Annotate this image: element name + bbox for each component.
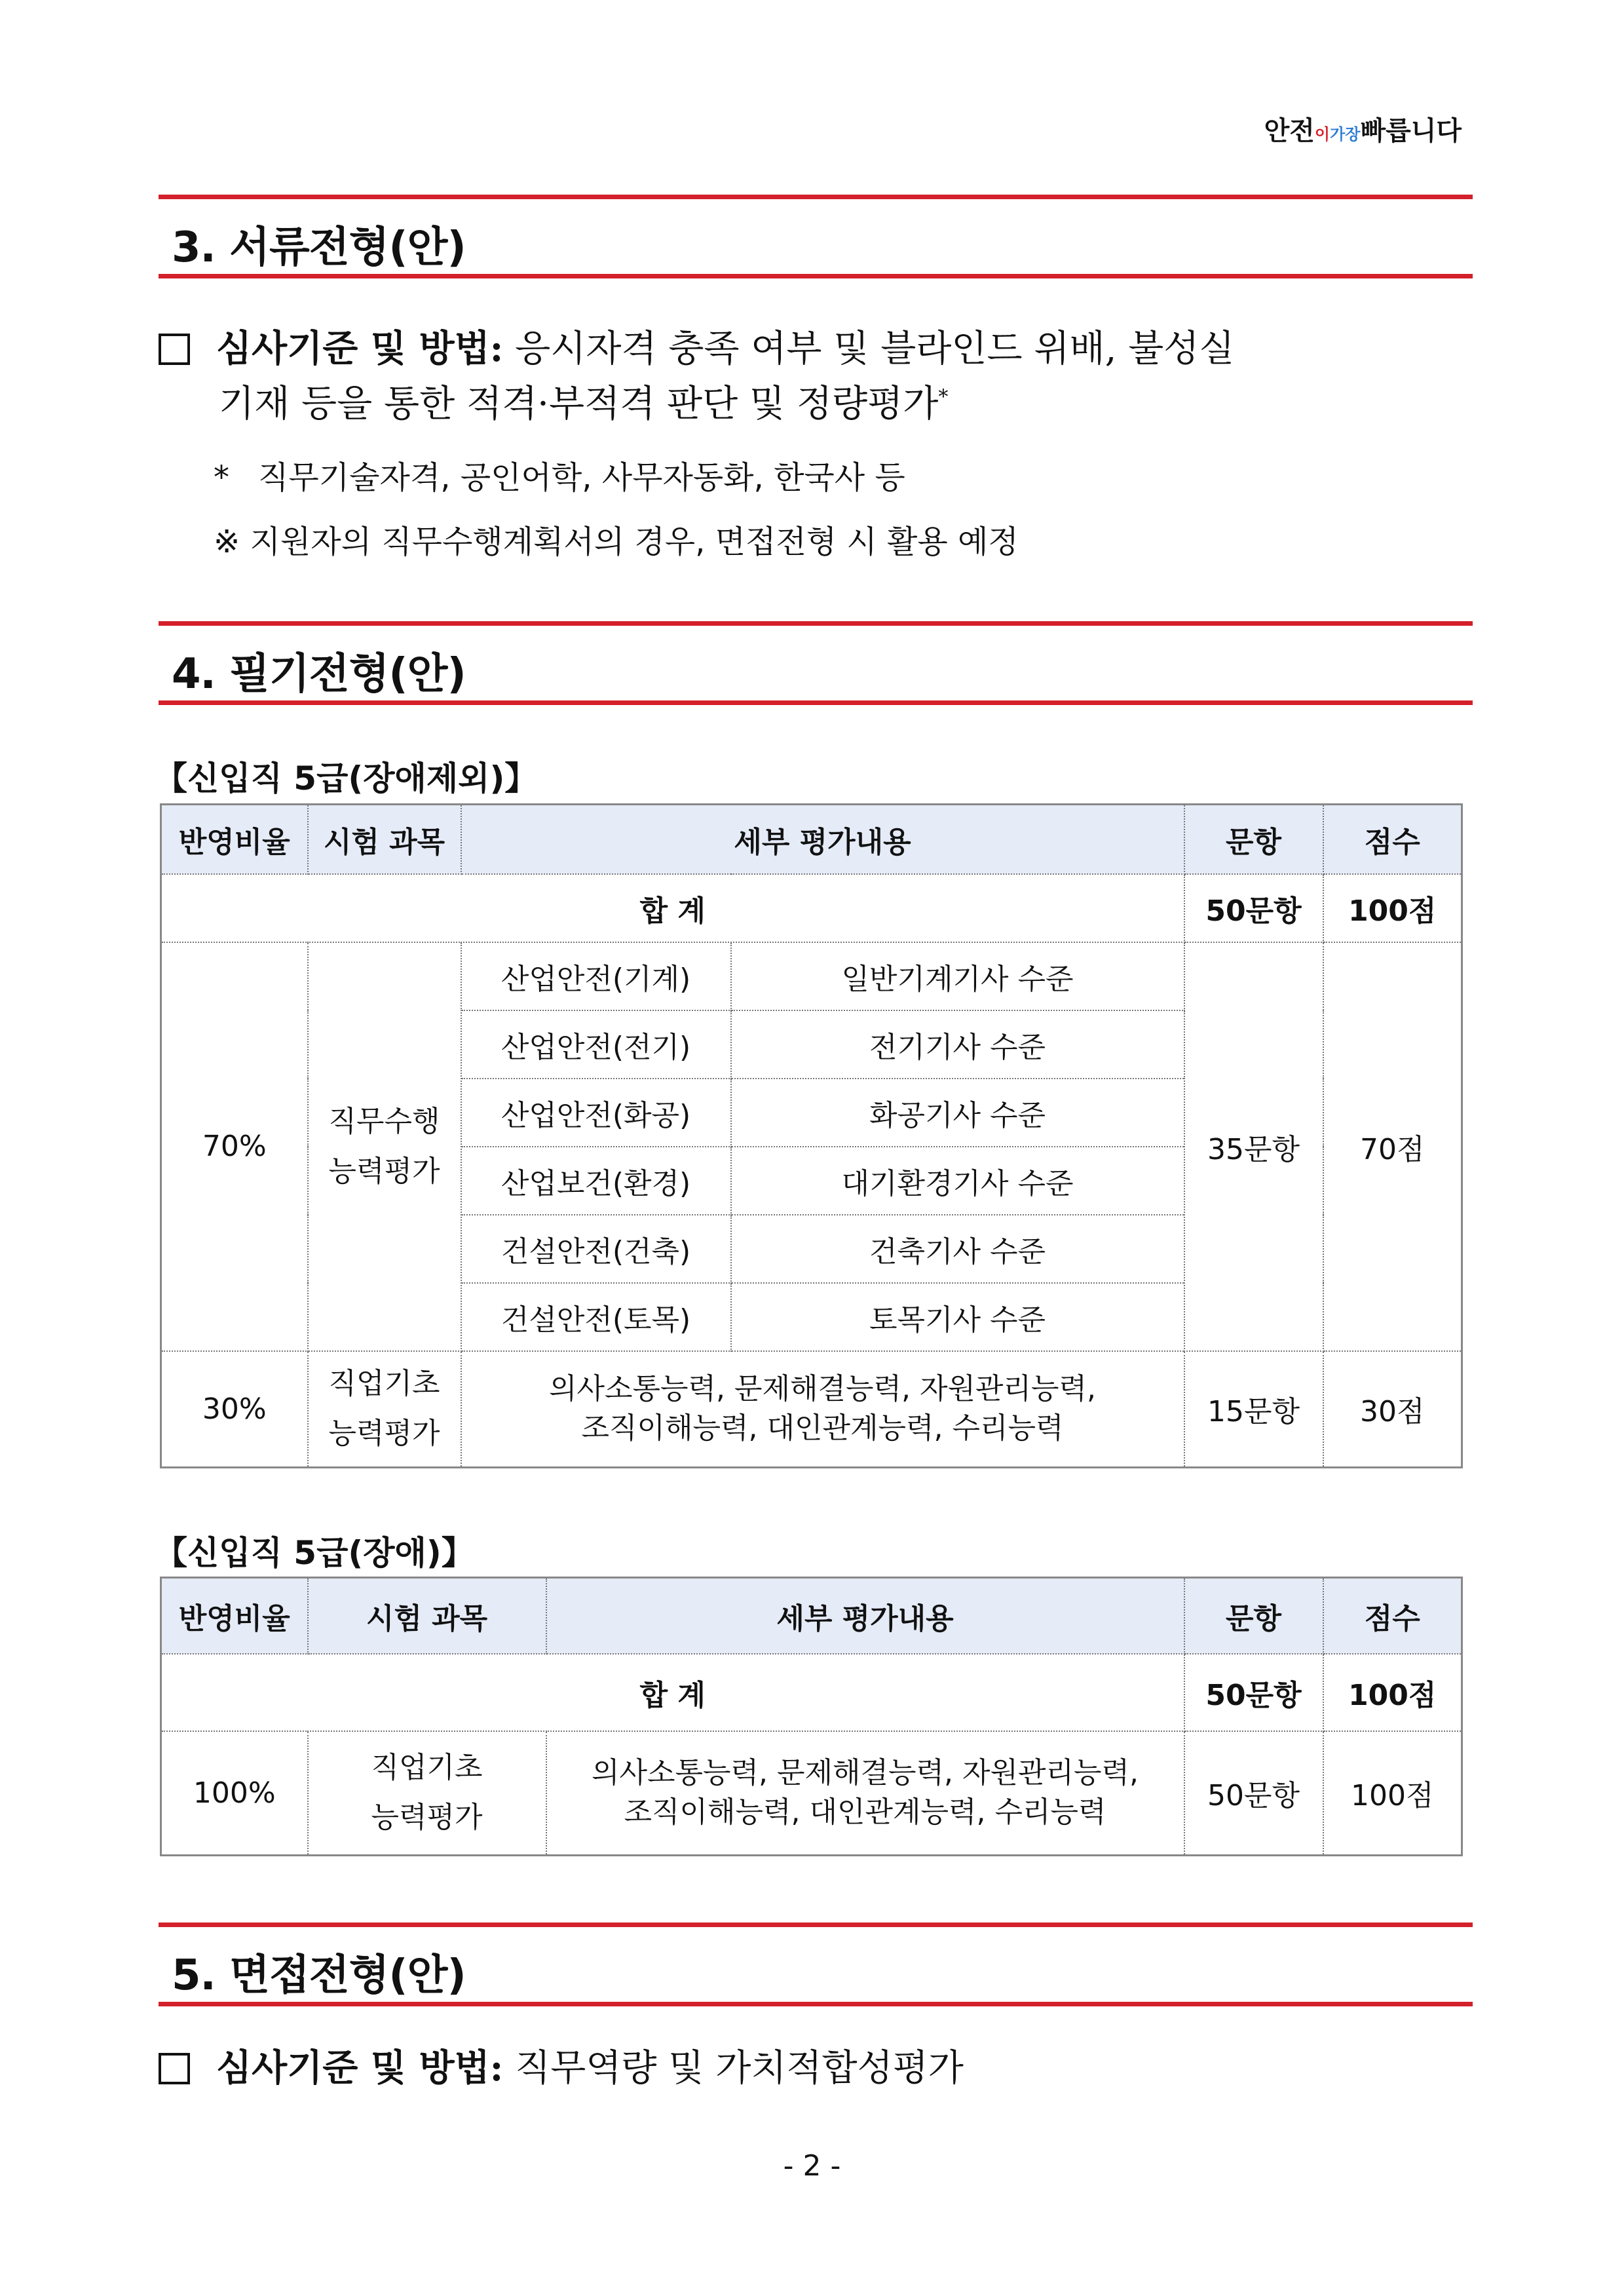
section3-title: 3. 서류전형(안) [172,223,466,272]
table-row [161,942,1462,1010]
total-score: 100점 [1323,1654,1462,1731]
col-header-ratio: 반영비율 [161,1578,308,1654]
col-header-items: 문항 [1184,805,1323,874]
written-exam-table-general [160,803,1463,1468]
table-row [161,1731,1462,1856]
ratio-cell: 100% [161,1731,308,1856]
table-header-row [161,805,1462,874]
col-header-detail: 세부 평가내용 [546,1578,1184,1654]
table-total-row [161,874,1462,942]
section4-header [159,621,1473,705]
total-score: 100점 [1323,874,1462,942]
section5-header [159,1923,1473,2006]
items-cell: 50문항 [1184,1731,1323,1856]
subject-cell: 직무수행 능력평가 [308,942,461,1351]
total-items: 50문항 [1184,874,1323,942]
col-header-items: 문항 [1184,1578,1323,1654]
table1-caption: 【신입직 5급(장애제외)】 [155,759,538,797]
section4-title: 4. 필기전형(안) [172,650,466,698]
section3-header [159,195,1473,278]
score-cell: 100점 [1323,1731,1462,1856]
total-label: 합 계 [161,1654,1184,1731]
ratio-cell: 70% [161,942,308,1351]
level-cell: 대기환경기사 수준 [731,1147,1184,1215]
score-cell: 70점 [1323,942,1462,1351]
section3-criteria-line2: 기재 등을 통한 적격·부적격 판단 및 정량평가* [219,383,949,425]
level-cell: 건축기사 수준 [731,1215,1184,1283]
total-label: 합 계 [161,874,1184,942]
col-header-subject: 시험 과목 [308,805,461,874]
items-cell: 15문항 [1184,1351,1323,1468]
written-exam-table-disabled [160,1577,1463,1856]
level-cell: 전기기사 수준 [731,1010,1184,1079]
col-header-subject: 시험 과목 [308,1578,546,1654]
col-header-detail: 세부 평가내용 [461,805,1184,874]
table-total-row [161,1654,1462,1731]
field-cell: 산업안전(전기) [461,1010,731,1079]
section5-title: 5. 면접전형(안) [172,1951,466,2000]
table-row [161,1351,1462,1468]
section3-criteria-line1: 심사기준 및 방법: 응시자격 충족 여부 및 블라인드 위배, 불성실 [159,320,1234,372]
total-items: 50문항 [1184,1654,1323,1731]
header-logo: 안전이가장빠릅니다 [1264,116,1462,146]
field-cell: 산업보건(환경) [461,1147,731,1215]
field-cell: 산업안전(기계) [461,942,731,1010]
checkbox-icon [159,2053,190,2084]
subject-cell: 직업기초 능력평가 [308,1351,461,1468]
col-header-ratio: 반영비율 [161,805,308,874]
detail-cell: 의사소통능력, 문제해결능력, 자원관리능력, 조직이해능력, 대인관계능력, 수리능력 [461,1351,1184,1468]
ratio-cell: 30% [161,1351,308,1468]
page-number: - 2 - [783,2149,841,2183]
field-cell: 건설안전(건축) [461,1215,731,1283]
section5-criteria-line: 심사기준 및 방법: 직무역량 및 가치적합성평가 [159,2039,964,2092]
field-cell: 건설안전(토목) [461,1283,731,1351]
table-header-row [161,1578,1462,1654]
detail-cell: 의사소통능력, 문제해결능력, 자원관리능력, 조직이해능력, 대인관계능력, 수리능력 [546,1731,1184,1856]
level-cell: 화공기사 수준 [731,1079,1184,1147]
checkbox-icon [159,334,190,365]
col-header-score: 점수 [1323,805,1462,874]
score-cell: 30점 [1323,1351,1462,1468]
items-cell: 35문항 [1184,942,1323,1351]
level-cell: 토목기사 수준 [731,1283,1184,1351]
section3-note: ※ 지원자의 직무수행계획서의 경우, 면접전형 시 활용 예정 [214,524,1019,560]
subject-cell: 직업기초 능력평가 [308,1731,546,1856]
field-cell: 산업안전(화공) [461,1079,731,1147]
section3-footnote: * 직무기술자격, 공인어학, 사무자동화, 한국사 등 [214,459,905,496]
level-cell: 일반기계기사 수준 [731,942,1184,1010]
col-header-score: 점수 [1323,1578,1462,1654]
table2-caption: 【신입직 5급(장애)】 [155,1534,474,1572]
